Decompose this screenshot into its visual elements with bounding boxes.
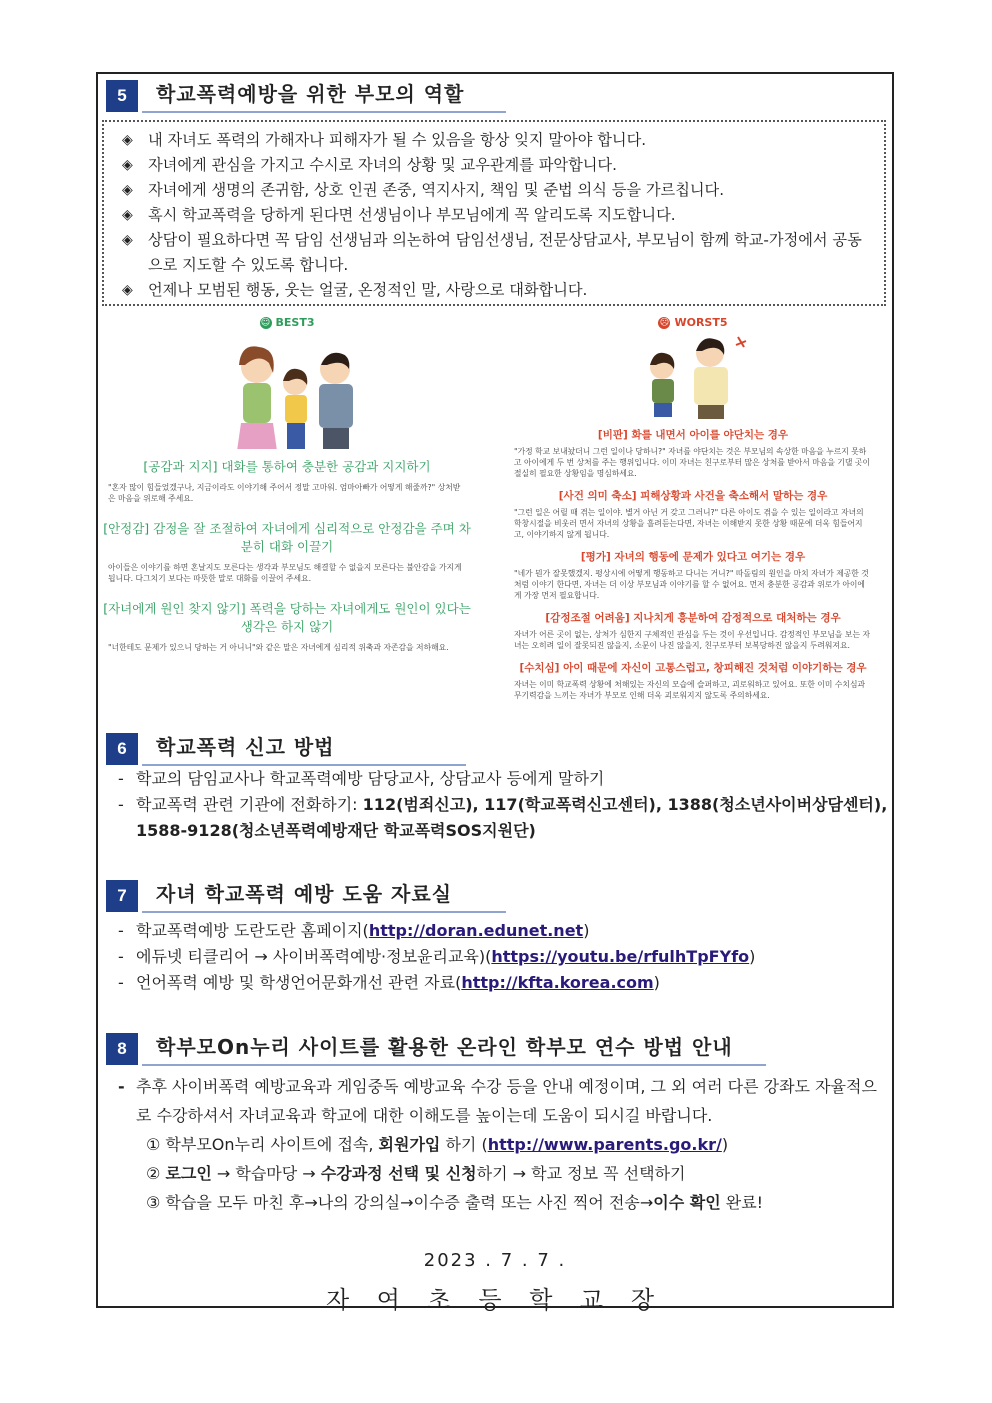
parents-site-link[interactable]: http://www.parents.go.kr/: [487, 1135, 722, 1154]
diamond-bullet-icon: ◈: [122, 282, 133, 298]
report-methods: [118, 766, 888, 844]
step-3: ③ 학습을 모두 마친 후→나의 강의실→이수증 출력 또는 사진 찍어 전송→이수 확인 완료!: [146, 1193, 764, 1212]
step-2: ② 로그인 → 학습마당 → 수강과정 선택 및 신청하기 → 학교 정보 꼭 선택하기: [146, 1164, 686, 1183]
best-item-description: 아이들은 이야기를 하면 혼날지도 모른다는 생각과 부모님도 해결할 수 없을지 모른다는 불안감을 가지게 됩니다. 다그치기 보다는 따뜻한 말로 대화를 이끌어 주세요.: [108, 563, 462, 583]
bullet-item: ◈ 자녀에게 관심을 가지고 수시로 자녀의 상황 및 교우관계를 파악합니다.: [122, 153, 876, 178]
document-date: 2023 . 7 . 7 .: [423, 1250, 567, 1271]
best-badge: BEST3: [275, 316, 315, 329]
bullet-item: ◈ 내 자녀도 폭력의 가해자나 피해자가 될 수 있음을 항상 잊지 말아야 합니다.: [122, 128, 876, 153]
principal-signature: 자 여 초 등 학 교 장: [325, 1286, 665, 1314]
best-item-description: "혼자 많이 힘들었겠구나, 지금이라도 이야기해 주어서 정말 고마워. 엄마아빠가 어떻게 해줄까?" 상처받은 마음을 위로해 주세요.: [108, 483, 461, 503]
youtube-link[interactable]: https://youtu.be/rfulhTpFYfo: [491, 947, 750, 966]
diamond-bullet-icon: ◈: [122, 182, 133, 198]
worst-item-heading: [사건 의미 축소] 피해상황과 사건을 축소해서 말하는 경우: [558, 490, 828, 502]
frown-icon: ☹: [659, 317, 670, 328]
bullet-item: ◈ 혹시 학교폭력을 당하게 된다면 선생님이나 부모님에게 꼭 알리도록 지도합니다.: [122, 203, 876, 228]
diamond-bullet-icon: ◈: [122, 207, 133, 223]
section-6-header: [106, 731, 466, 766]
bullet-item: ◈ 언제나 모범된 행동, 웃는 얼굴, 온정적인 말, 사랑으로 대화합니다.: [122, 278, 876, 303]
step-1: ① 학부모On누리 사이트에 접속, 회원가입 하기 (http://www.parents.go.kr/): [146, 1135, 729, 1154]
best-item-heading: [공감과 지지] 대화를 통하여 충분한 공감과 지지하기: [143, 459, 431, 474]
list-item: - 학교폭력 관련 기관에 전화하기: 112(범죄신고), 117(학교폭력신고센터), 1388(청소년사이버상담센터), 1588-9128(청소년폭력예방재단 학교폭력SOS지원단): [118, 795, 888, 840]
best-item-description: "너한테도 문제가 있으니 당하는 거 아니니"와 같은 말은 자녀에게 심리적 위축과 자존감을 저하해요.: [108, 643, 449, 652]
diamond-bullet-icon: ◈: [122, 157, 133, 173]
section-title: 학교폭력 신고 방법: [142, 731, 466, 766]
smile-icon: ☺: [260, 317, 271, 328]
section-5-header: [106, 78, 506, 113]
section-number: 8: [106, 1033, 138, 1065]
bullet-item: ◈ 자녀에게 생명의 존귀함, 상호 인권 존중, 역지사지, 책임 및 준법 의식 등을 가르칩니다.: [122, 178, 876, 203]
diamond-bullet-icon: ◈: [122, 132, 133, 148]
list-item: - 학교폭력예방 도란도란 홈페이지(http://doran.edunet.net): [118, 921, 590, 940]
best-item-heading: [안정감] 감정을 잘 조절하여 자녀에게 심리적으로 안정감을 주며 차분히 대화 이끌기: [103, 521, 471, 554]
best-column: [102, 316, 472, 653]
section-title: 자녀 학교폭력 예방 도움 자료실: [142, 878, 506, 913]
list-item: - 에듀넷 티클리어 → 사이버폭력예방·정보윤리교육)(https://youtu.be/rfulhTpFYfo): [118, 947, 756, 966]
scolding-illustration: [508, 329, 878, 419]
worst-item-description: "그런 일은 어릴 때 겪는 일이야. 별거 아닌 거 갖고 그러니?" 다른 아이도 겪을 수 있는 일이라고 자녀의 학창시절을 비웃러 면서 자녀의 상황을 흘려듣는다면, 자녀는 이해받지 못한 상황 때문에 더욱 힘들어지고, 이야기하지 않게 됩니다.: [514, 508, 864, 539]
parent-role-box: [102, 120, 886, 306]
worst-item-heading: [평가] 자녀의 행동에 문제가 있다고 여기는 경우: [580, 551, 806, 563]
kfta-link[interactable]: http://kfta.korea.com: [461, 973, 654, 992]
worst-item-description: "네가 뭔가 잘못했겠지. 평상시에 어떻게 행동하고 다니는 거니?" 따돌림의 원인을 마치 자녀가 제공한 것처럼 이야기 한다면, 자녀는 더 이상 부모님과 이야기를 할 수 없어요. 먼저 충분한 공감과 위로가 아이에게 가장 먼저 필요합니다.: [514, 569, 869, 600]
worst-item-heading: [비판] 화를 내면서 아이를 야단치는 경우: [597, 429, 789, 441]
worst-badge: WORST5: [674, 316, 728, 329]
section-title: 학교폭력예방을 위한 부모의 역할: [142, 78, 506, 113]
section-number: 7: [106, 880, 138, 912]
best-worst-infographic: [102, 316, 890, 706]
section-7-header: [106, 878, 506, 913]
bullet-item: ◈ 상담이 필요하다면 꼭 담임 선생님과 의논하여 담임선생님, 전문상담교사, 부모님이 함께 학교-가정에서 공동으로 지도할 수 있도록 합니다.: [122, 228, 876, 278]
family-illustration: [102, 329, 472, 449]
document-frame: [96, 72, 894, 1314]
worst-item-heading: [수치심] 아이 때문에 자신이 고통스럽고, 창피해진 것처럼 이야기하는 경우: [519, 662, 867, 674]
section-number: 5: [106, 80, 138, 112]
worst-column: [508, 316, 878, 701]
resource-list: [118, 918, 888, 996]
list-item: - 언어폭력 예방 및 학생언어문화개선 관련 자료(http://kfta.korea.com): [118, 973, 660, 992]
diamond-bullet-icon: ◈: [122, 232, 133, 248]
worst-item-heading: [감정조절 어려움] 지나치게 흥분하여 감정적으로 대처하는 경우: [545, 612, 841, 624]
worst-item-description: 자녀가 어른 곳이 없는, 상처가 심한지 구체적인 관심을 두는 것이 우선입니다. 감정적인 부모님을 보는 자녀는 오히려 일이 잘못되진 않을지, 소문이 나진 않을지, 친구로부터 보복당하진 않을지 두려워져요.: [514, 630, 870, 650]
section-number: 6: [106, 733, 138, 765]
worst-item-description: "가정 학교 보내놨더니 그런 일이나 당하니?" 자녀를 야단치는 것은 부모님의 속상한 마음을 누르지 못하고 아이에게 두 번 상처를 주는 행위입니다. 이미 자녀는 친구로부터 많은 상처를 받아서 마음을 기댈 곳이 절실히 필요한 상황임을 명심하세요.: [514, 447, 870, 478]
best-item-heading: [자녀에게 원인 찾지 않기] 폭력을 당하는 자녀에게도 원인이 있다는 생각은 하지 않기: [103, 601, 471, 634]
doran-link[interactable]: http://doran.edunet.net: [368, 921, 584, 940]
online-training-guide: [118, 1072, 888, 1217]
list-item: - 추후 사이버폭력 예방교육과 게임중독 예방교육 수강 등을 안내 예정이며, 그 외 여러 다른 강좌도 자율적으로 수강하셔서 자녀교육과 학교에 대한 이해도를 높이는데 도움이 되시길 바랍니다.: [118, 1077, 877, 1125]
worst-item-description: 자녀는 이미 학교폭력 상황에 처해있는 자신의 모습에 슬퍼하고, 괴로워하고 있어요. 또한 이미 수치심과 무기력감을 느끼는 자녀가 부모로 인해 더욱 괴로워지지 않도록 주의하세요.: [514, 680, 866, 700]
section-8-header: [106, 1031, 766, 1066]
list-item: - 학교의 담임교사나 학교폭력예방 담당교사, 상담교사 등에게 말하기: [118, 769, 605, 788]
section-title: 학부모On누리 사이트를 활용한 온라인 학부모 연수 방법 안내: [142, 1031, 766, 1066]
